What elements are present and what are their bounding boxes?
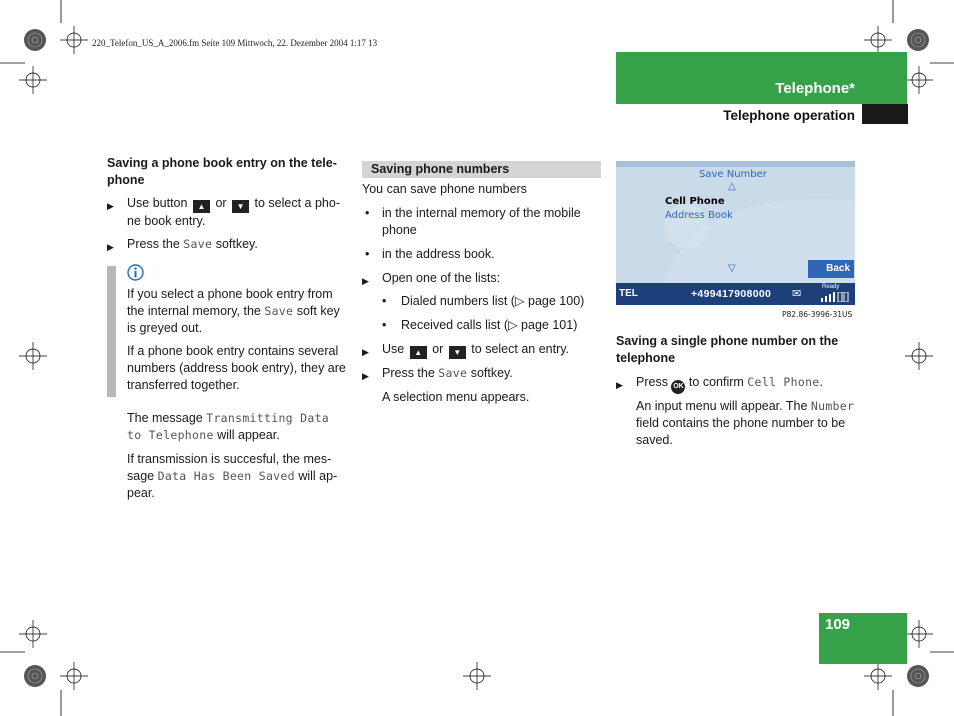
envelope-icon: ✉ — [792, 288, 802, 300]
info1-line1: If you select a phone book entry from — [127, 287, 333, 301]
status-ready: Ready — [822, 284, 840, 290]
col3-heading-line2: telephone — [616, 351, 676, 365]
trans-line2b: will ap- — [298, 469, 338, 483]
trans-line3: pear. — [127, 486, 155, 500]
msg-text-b: will appear. — [217, 428, 280, 442]
step-arrow-icon: ▶ — [362, 371, 369, 381]
info1-line2a: the internal memory, the — [127, 304, 261, 318]
b2-text: in the address book. — [382, 247, 495, 261]
step1-text-c: ne book entry. — [127, 214, 206, 228]
bullet-dot: • — [382, 294, 387, 308]
s2-or: or — [432, 342, 444, 356]
step-arrow-icon: ▶ — [616, 380, 623, 390]
page-number: 109 — [825, 616, 851, 633]
col3-step-text: Press — [636, 375, 668, 389]
info2-line1: If a phone book entry contains several — [127, 344, 339, 358]
menu-address-book[interactable]: Address Book — [665, 210, 733, 221]
up-button-icon: ▲ — [410, 346, 427, 359]
cell-phone-code: Cell Phone — [747, 375, 820, 389]
message-paragraph — [127, 410, 352, 444]
status-tel: TEL — [619, 288, 638, 299]
info1-line3: is greyed out. — [127, 321, 203, 335]
col1-heading-line2: phone — [107, 173, 145, 187]
figure-caption: P82.86-3996-31US — [782, 310, 853, 319]
col3-step-period: . — [819, 375, 824, 389]
trans-line1: If transmission is succesful, the mes- — [127, 452, 332, 466]
col2-subbullet1 — [382, 293, 602, 310]
col1-heading — [107, 155, 347, 189]
res-line1a: An input menu will appear. The — [636, 399, 808, 413]
col3-result — [636, 398, 861, 449]
col1-heading-line1: Saving a phone book entry on the tele- — [107, 156, 337, 170]
step2-text: Press the — [127, 237, 180, 251]
down-triangle-icon: ▽ — [728, 263, 736, 274]
info-note-1 — [127, 286, 352, 337]
chapter-title: Telephone* — [775, 80, 855, 97]
tab-marker — [862, 104, 908, 124]
s1-text: Open one of the lists: — [382, 271, 501, 285]
menu-cell-phone[interactable]: Cell Phone — [665, 196, 725, 207]
up-triangle-icon: △ — [728, 181, 736, 192]
bullet-dot: • — [365, 247, 370, 261]
step-arrow-icon: ▶ — [362, 276, 369, 286]
s2-text-b: to select an entry. — [471, 342, 570, 356]
step-arrow-icon: ▶ — [107, 201, 114, 211]
col2-bullet1 — [362, 205, 602, 239]
screen-title: Save Number — [699, 169, 767, 180]
step1-or: or — [215, 196, 227, 210]
s2-text: Use — [382, 342, 405, 356]
status-bar — [616, 283, 855, 305]
status-number: +499417908000 — [691, 288, 772, 300]
up-button-icon: ▲ — [193, 200, 210, 213]
step2-text-b: softkey. — [215, 237, 258, 251]
col2-bullet2 — [362, 246, 602, 263]
info2-line3: transferred together. — [127, 378, 240, 392]
transmission-paragraph — [127, 451, 352, 502]
section-title: Saving phone numbers — [371, 162, 510, 176]
b1-line1: in the internal memory of the mobile — [382, 206, 581, 220]
save-softkey-label: Save — [183, 237, 213, 251]
ok-button-icon: OK — [671, 380, 685, 394]
col3-step — [616, 374, 861, 394]
step-arrow-icon: ▶ — [362, 347, 369, 357]
col2-step1 — [362, 270, 602, 287]
msg-code2: to Telephone — [127, 428, 214, 442]
b1-line2: phone — [382, 223, 417, 237]
step1-text: Use button — [127, 196, 188, 210]
msg-text: The message — [127, 411, 203, 425]
col2-intro: You can save phone numbers — [362, 182, 527, 196]
section-subtitle: Telephone operation — [723, 108, 855, 123]
bullet-dot: • — [365, 206, 370, 220]
info-bar — [107, 266, 116, 397]
trans-line2a: sage — [127, 469, 155, 483]
col2-result: A selection menu appears. — [382, 390, 530, 404]
number-field-code: Number — [810, 399, 855, 413]
save-softkey-label: Save — [438, 366, 468, 380]
col3-heading-line1: Saving a single phone number on the — [616, 334, 839, 348]
col1-step1 — [107, 195, 347, 230]
col1-step2 — [107, 236, 347, 253]
s3-text: Press the — [382, 366, 435, 380]
signal-strength-icon — [821, 292, 851, 302]
sb2-text: Received calls list (▷ page 101) — [401, 318, 578, 332]
info1-line2b: soft key — [296, 304, 340, 318]
col2-step2 — [362, 341, 602, 359]
step1-text-b: to select a pho- — [254, 196, 340, 210]
col2-subbullet2 — [382, 317, 602, 334]
bullet-dot: • — [382, 318, 387, 332]
back-button[interactable]: Back — [808, 260, 854, 278]
res-line2: field contains the phone number to be — [636, 416, 846, 430]
info2-line2: numbers (address book entry), they are — [127, 361, 346, 375]
col3-heading — [616, 333, 861, 367]
info1-save-code: Save — [264, 304, 294, 318]
sb1-text: Dialed numbers list (▷ page 100) — [401, 294, 585, 308]
down-button-icon: ▼ — [449, 346, 466, 359]
msg-code1: Transmitting Data — [206, 411, 330, 425]
col3-step-text-b: to confirm — [688, 375, 744, 389]
down-button-icon: ▼ — [232, 200, 249, 213]
col2-step3 — [362, 365, 602, 382]
s3-text-b: softkey. — [470, 366, 513, 380]
info-icon — [127, 264, 144, 281]
file-header: 220_Telefon_US_A_2006.fm Seite 109 Mittwoch, 22. Dezember 2004 1:17 13 — [92, 38, 378, 48]
res-line3: saved. — [636, 433, 673, 447]
step-arrow-icon: ▶ — [107, 242, 114, 252]
info-note-2 — [127, 343, 352, 394]
trans-code: Data Has Been Saved — [157, 469, 295, 483]
